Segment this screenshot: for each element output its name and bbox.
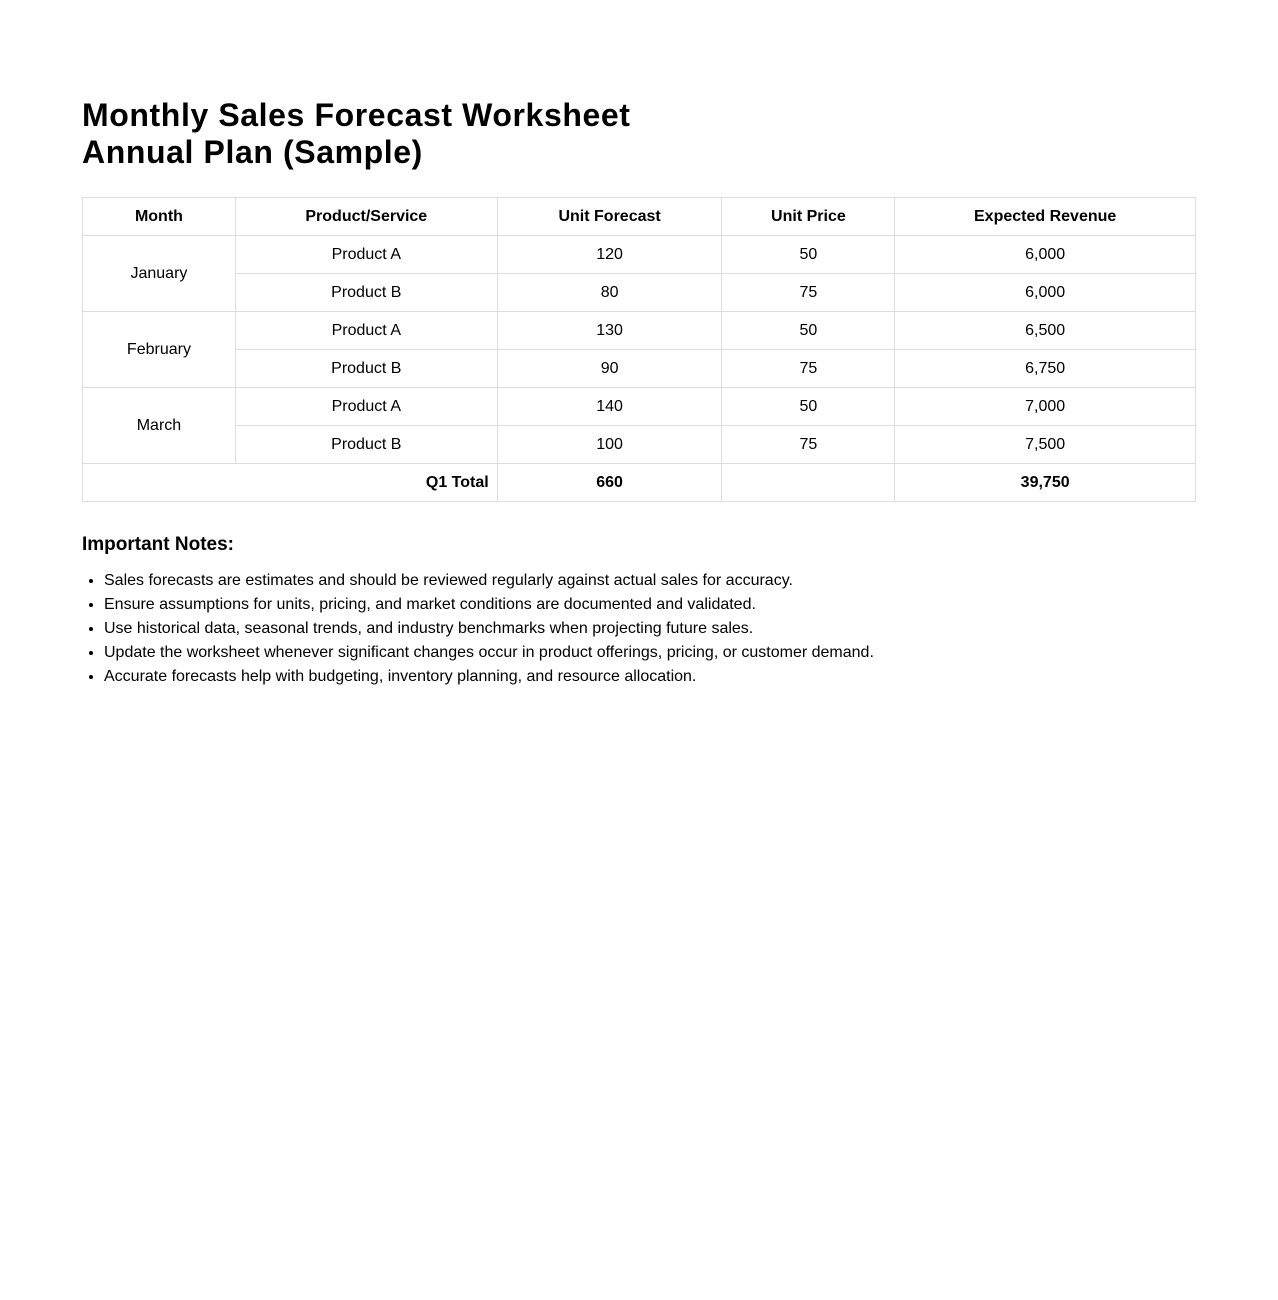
table-row: [83, 274, 1196, 312]
note-item: • Accurate forecasts help with budgeting, inventory planning, and resource allocation.: [104, 665, 1196, 689]
total-units-cell: 660: [497, 464, 722, 502]
product-cell: Product A: [235, 388, 497, 426]
table-row: [83, 236, 1196, 274]
revenue-cell: 6,000: [895, 274, 1196, 312]
units-cell: 80: [497, 274, 722, 312]
total-label: Q1 Total: [83, 464, 498, 502]
page-title: [82, 97, 1196, 171]
price-cell: 50: [722, 312, 895, 350]
table-row: [83, 426, 1196, 464]
product-cell: Product B: [235, 350, 497, 388]
header-product: Product/Service: [235, 198, 497, 236]
title-line-1: Monthly Sales Forecast Worksheet: [82, 97, 631, 133]
header-month: Month: [83, 198, 236, 236]
total-price-cell: [722, 464, 895, 502]
product-cell: Product B: [235, 274, 497, 312]
product-cell: Product A: [235, 312, 497, 350]
price-cell: 75: [722, 274, 895, 312]
notes-list: [82, 569, 1196, 689]
product-cell: Product B: [235, 426, 497, 464]
units-cell: 130: [497, 312, 722, 350]
units-cell: 140: [497, 388, 722, 426]
total-row: [83, 464, 1196, 502]
title-line-2: Annual Plan (Sample): [82, 134, 423, 170]
units-cell: 120: [497, 236, 722, 274]
note-item: • Update the worksheet whenever significant changes occur in product offerings, pricing, or customer demand.: [104, 641, 1196, 665]
revenue-cell: 6,500: [895, 312, 1196, 350]
table-header-row: [83, 198, 1196, 236]
revenue-cell: 7,000: [895, 388, 1196, 426]
product-cell: Product A: [235, 236, 497, 274]
header-unit-price: Unit Price: [722, 198, 895, 236]
price-cell: 50: [722, 236, 895, 274]
total-revenue-cell: 39,750: [895, 464, 1196, 502]
table-row: [83, 350, 1196, 388]
revenue-cell: 6,750: [895, 350, 1196, 388]
units-cell: 90: [497, 350, 722, 388]
month-cell: March: [83, 388, 236, 464]
note-item: • Ensure assumptions for units, pricing, and market conditions are documented and validated.: [104, 593, 1196, 617]
table-row: [83, 388, 1196, 426]
note-item: • Sales forecasts are estimates and should be reviewed regularly against actual sales for accuracy.: [104, 569, 1196, 593]
price-cell: 50: [722, 388, 895, 426]
units-cell: 100: [497, 426, 722, 464]
price-cell: 75: [722, 350, 895, 388]
note-item: • Use historical data, seasonal trends, and industry benchmarks when projecting future sales.: [104, 617, 1196, 641]
revenue-cell: 6,000: [895, 236, 1196, 274]
price-cell: 75: [722, 426, 895, 464]
table-row: [83, 312, 1196, 350]
month-cell: January: [83, 236, 236, 312]
revenue-cell: 7,500: [895, 426, 1196, 464]
forecast-table: [82, 197, 1196, 502]
header-unit-forecast: Unit Forecast: [497, 198, 722, 236]
month-cell: February: [83, 312, 236, 388]
header-expected-revenue: Expected Revenue: [895, 198, 1196, 236]
notes-heading: Important Notes:: [82, 534, 234, 555]
